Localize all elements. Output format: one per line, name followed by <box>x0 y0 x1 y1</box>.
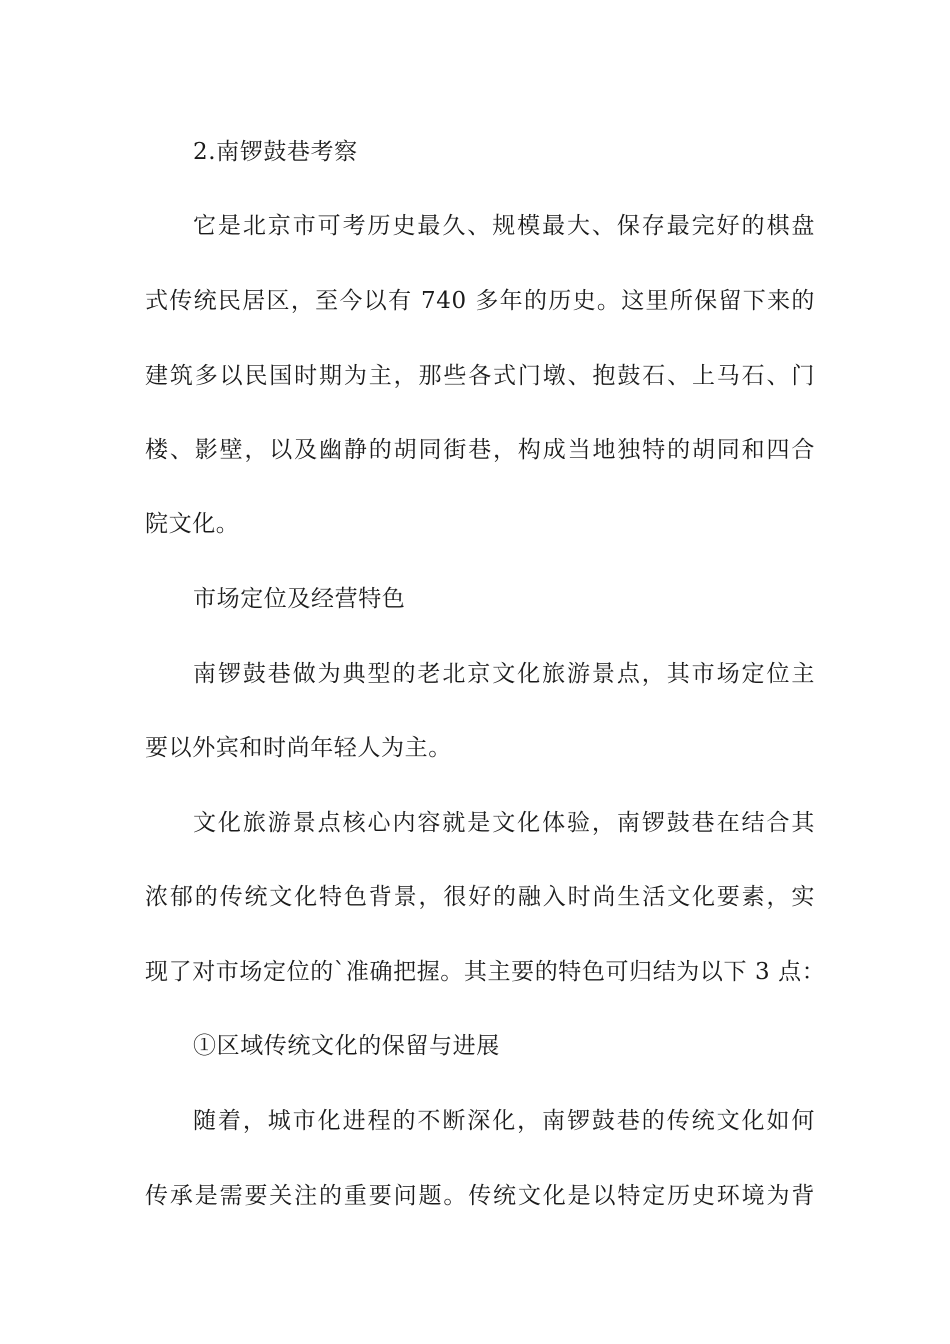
paragraph-line: 传承是需要关注的重要问题。传统文化是以特定历史环境为背 <box>145 1183 815 1209</box>
paragraph-line: 浓郁的传统文化特色背景，很好的融入时尚生活文化要素，实 <box>145 884 815 910</box>
paragraph-line: 它是北京市可考历史最久、规模最大、保存最完好的棋盘 <box>193 213 815 239</box>
paragraph-line: 要以外宾和时尚年轻人为主。 <box>145 735 452 761</box>
paragraph-line: 院文化。 <box>145 511 240 537</box>
paragraph-line: 文化旅游景点核心内容就是文化体验，南锣鼓巷在结合其 <box>193 810 815 836</box>
subheading: ①区域传统文化的保留与进展 <box>193 1033 500 1059</box>
paragraph-line: 随着，城市化进程的不断深化，南锣鼓巷的传统文化如何 <box>193 1108 815 1134</box>
paragraph-line: 建筑多以民国时期为主，那些各式门墩、抱鼓石、上马石、门 <box>145 363 815 389</box>
paragraph-line: 现了对市场定位的`准确把握。其主要的特色可归结为以下 3 点： <box>145 959 826 985</box>
section-heading: 2.南锣鼓巷考察 <box>193 139 358 165</box>
subheading: 市场定位及经营特色 <box>193 586 406 612</box>
paragraph-line: 式传统民居区，至今以有 740 多年的历史。这里所保留下来的 <box>145 288 815 314</box>
paragraph-line: 楼、影壁，以及幽静的胡同街巷，构成当地独特的胡同和四合 <box>145 437 815 463</box>
paragraph-line: 南锣鼓巷做为典型的老北京文化旅游景点，其市场定位主 <box>193 661 815 687</box>
